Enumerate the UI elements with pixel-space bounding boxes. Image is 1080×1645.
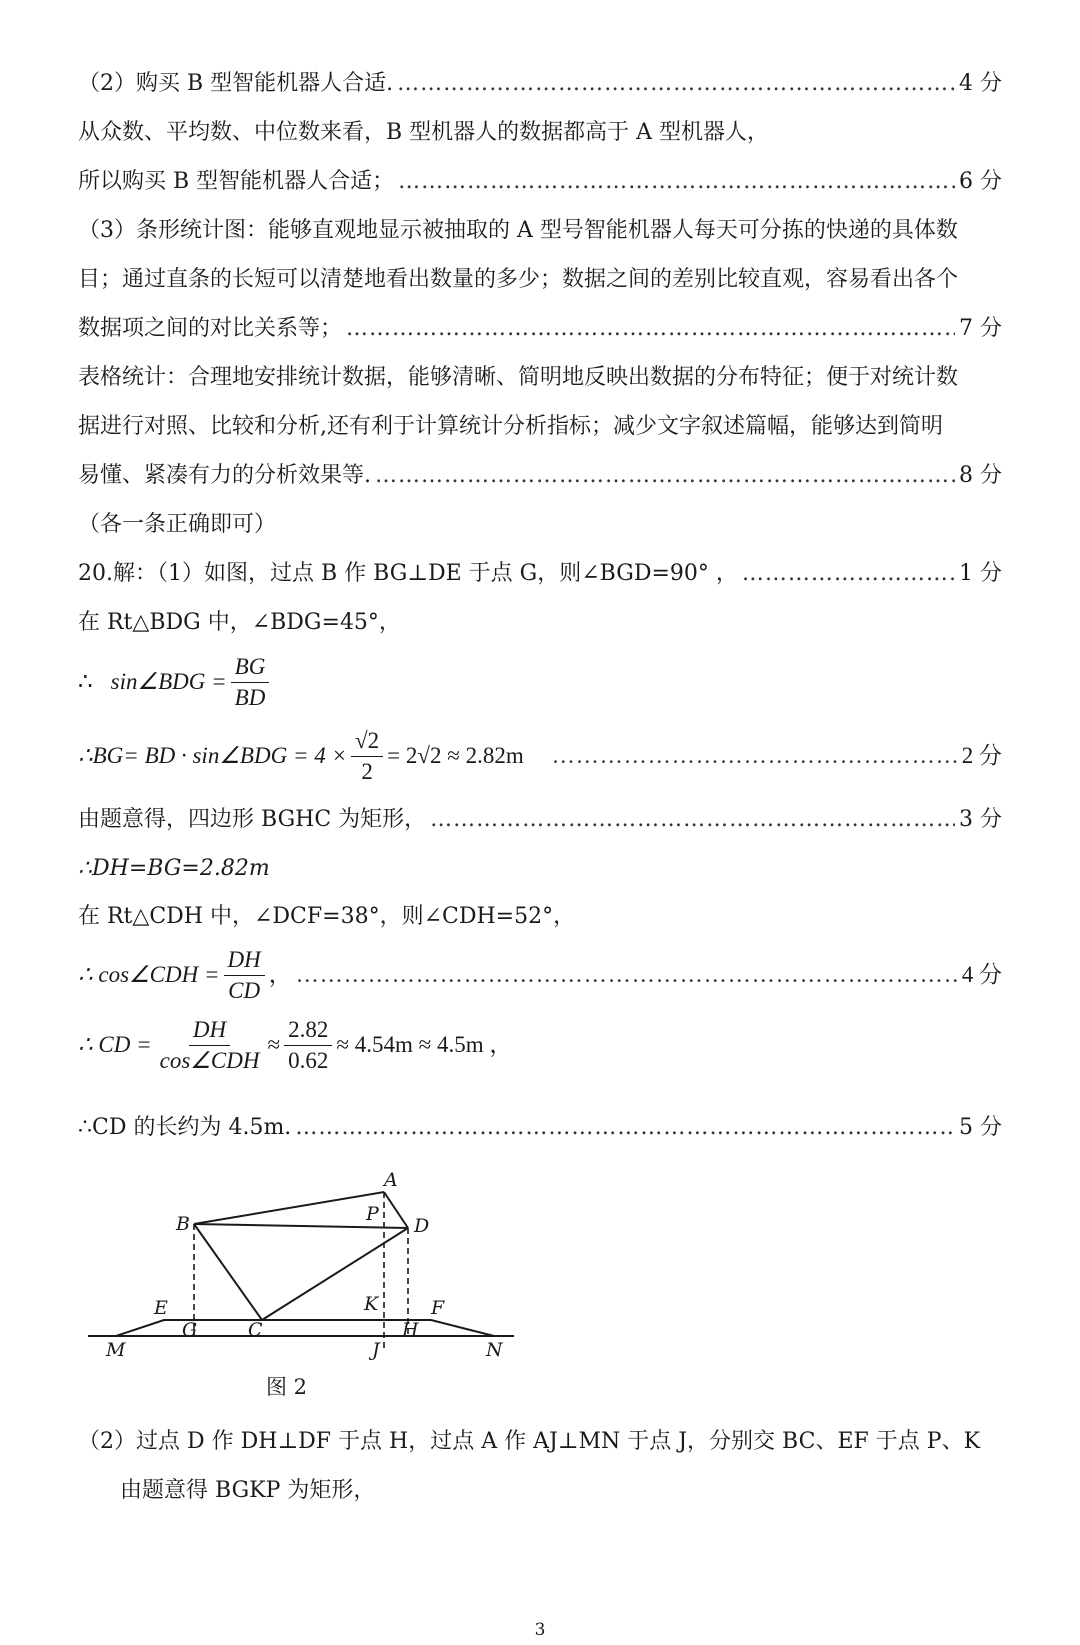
leader-dots — [742, 557, 955, 591]
fraction-numerator: BG — [231, 652, 270, 683]
label-b: B — [176, 1213, 190, 1235]
answer-text: 由题意得 BGKP 为矩形， — [120, 1478, 376, 1503]
label-p: P — [366, 1203, 379, 1225]
answer-text: 20.解：（1）如图，过点 B 作 BG⊥DE 于点 G，则∠BGD=90° ， — [78, 561, 738, 586]
score-mark: 2 分 — [961, 743, 1002, 768]
fraction-numerator: 2.82 — [284, 1015, 332, 1046]
leader-dots — [296, 958, 958, 992]
fraction-denominator: BD — [234, 684, 266, 710]
answer-line — [78, 557, 1002, 591]
score-mark: 3 分 — [959, 807, 1002, 832]
therefore-symbol: ∴ — [78, 669, 93, 694]
leader-dots — [397, 67, 955, 101]
answer-line — [78, 606, 1002, 640]
answer-line — [78, 1111, 1002, 1145]
line-ef-platform — [116, 1320, 494, 1336]
score-mark: 1 分 — [959, 561, 1002, 586]
label-d: D — [414, 1215, 430, 1237]
fraction — [284, 1015, 332, 1076]
segment-cd — [262, 1228, 408, 1320]
answer-text: ∴DH=BG=2.82m — [78, 856, 270, 881]
fraction-denominator: 2 — [361, 758, 373, 784]
fraction — [156, 1015, 264, 1076]
answer-line — [78, 1425, 1002, 1459]
answer-text: 目；通过直条的长短可以清楚地看出数量的多少；数据之间的差别比较直观，容易看出各个 — [78, 267, 959, 292]
answer-text: 数据项之间的对比关系等； — [78, 316, 343, 341]
answer-line — [78, 312, 1002, 346]
fraction — [351, 726, 383, 787]
answer-text: 从众数、平均数、中位数来看，B 型机器人的数据都高于 A 型机器人， — [78, 120, 770, 145]
score-mark: 4 分 — [959, 71, 1002, 96]
figure-caption: 图 2 — [266, 1375, 308, 1399]
answer-line — [78, 165, 1002, 199]
answer-line — [78, 263, 1002, 297]
leader-dots — [295, 1111, 955, 1145]
answer-line — [78, 508, 1002, 542]
answer-line — [78, 459, 1002, 493]
label-g: G — [182, 1319, 198, 1341]
answer-line — [78, 116, 1002, 150]
score-mark: 4 分 — [961, 962, 1002, 987]
segment-bc — [194, 1224, 262, 1320]
answer-line — [120, 1474, 1044, 1508]
fraction — [224, 945, 265, 1006]
formula-line — [78, 650, 1002, 714]
fraction-numerator: √2 — [351, 726, 383, 757]
score-mark: 7 分 — [959, 316, 1002, 341]
answer-text: 易懂、紧凑有力的分析效果等. — [78, 463, 371, 488]
score-mark: 8 分 — [959, 463, 1002, 488]
label-a: A — [384, 1169, 398, 1191]
answer-text: （各一条正确即可） — [78, 512, 277, 537]
answer-text: （2）购买 B 型智能机器人合适. — [78, 71, 394, 96]
formula-line — [78, 1010, 1002, 1080]
label-m: M — [106, 1339, 126, 1361]
formula-rhs: = 2√2 ≈ 2.82m — [387, 743, 524, 768]
answer-line — [78, 852, 1002, 886]
leader-dots — [430, 803, 955, 837]
score-mark: 6 分 — [959, 169, 1002, 194]
approx-symbol: ≈ — [267, 1032, 281, 1057]
label-c: C — [248, 1319, 263, 1341]
leader-dots — [552, 739, 958, 773]
label-k: K — [364, 1293, 379, 1315]
answer-line — [78, 900, 1002, 934]
formula-lhs: sin∠BDG = — [110, 669, 227, 694]
answer-line — [78, 803, 1002, 837]
answer-text: 在 Rt△CDH 中，∠DCF=38°，则∠CDH=52°， — [78, 904, 576, 929]
formula-rhs: ≈ 4.54m ≈ 4.5m ， — [336, 1032, 513, 1057]
answer-text: 在 Rt△BDG 中，∠BDG=45°， — [78, 610, 401, 635]
formula-line — [78, 940, 1002, 1010]
formula-line — [78, 720, 1002, 792]
answer-line — [78, 361, 1002, 395]
label-f: F — [431, 1297, 445, 1319]
segment-ad — [384, 1192, 408, 1228]
fraction-numerator: DH — [189, 1015, 230, 1046]
answer-text: ∴CD 的长约为 4.5m. — [78, 1115, 292, 1140]
fraction-denominator: 0.62 — [288, 1047, 329, 1073]
answer-text: （3）条形统计图：能够直观地显示被抽取的 A 型号智能机器人每天可分拣的快递的具体数 — [78, 218, 958, 243]
label-e: E — [154, 1297, 168, 1319]
answer-text: （2）过点 D 作 DH⊥DF 于点 H，过点 A 作 AJ⊥MN 于点 J，分别交 BC、EF 于点 P、K — [78, 1429, 981, 1454]
leader-dots — [375, 459, 955, 493]
geometry-figure — [86, 1160, 526, 1405]
segment-ba — [194, 1192, 384, 1224]
fraction-denominator: CD — [228, 977, 261, 1003]
leader-dots — [346, 312, 955, 346]
formula-lhs: ∴ CD = — [78, 1032, 152, 1057]
formula-lhs: ∴ cos∠CDH = — [78, 962, 220, 987]
answer-line — [78, 67, 1002, 101]
punctuation: ， — [268, 962, 292, 987]
fraction-denominator: cos∠CDH — [159, 1047, 260, 1073]
label-j: J — [372, 1339, 380, 1361]
formula-lhs: ∴BG= BD · sin∠BDG = 4 × — [78, 743, 347, 768]
label-n: N — [486, 1339, 503, 1361]
page-number: 3 — [534, 1620, 546, 1640]
label-h: H — [402, 1319, 419, 1341]
answer-text: 由题意得，四边形 BGHC 为矩形， — [78, 807, 427, 832]
fraction — [231, 652, 270, 713]
score-mark: 5 分 — [959, 1115, 1002, 1140]
answer-text: 所以购买 B 型智能机器人合适； — [78, 169, 395, 194]
answer-text: 表格统计：合理地安排统计数据，能够清晰、简明地反映出数据的分布特征；便于对统计数 — [78, 365, 959, 390]
leader-dots — [398, 165, 955, 199]
fraction-numerator: DH — [224, 945, 265, 976]
answer-text: 据进行对照、比较和分析,还有利于计算统计分析指标；减少文字叙述篇幅，能够达到简明 — [78, 414, 943, 439]
answer-line — [78, 214, 1002, 248]
answer-line — [78, 410, 1002, 444]
